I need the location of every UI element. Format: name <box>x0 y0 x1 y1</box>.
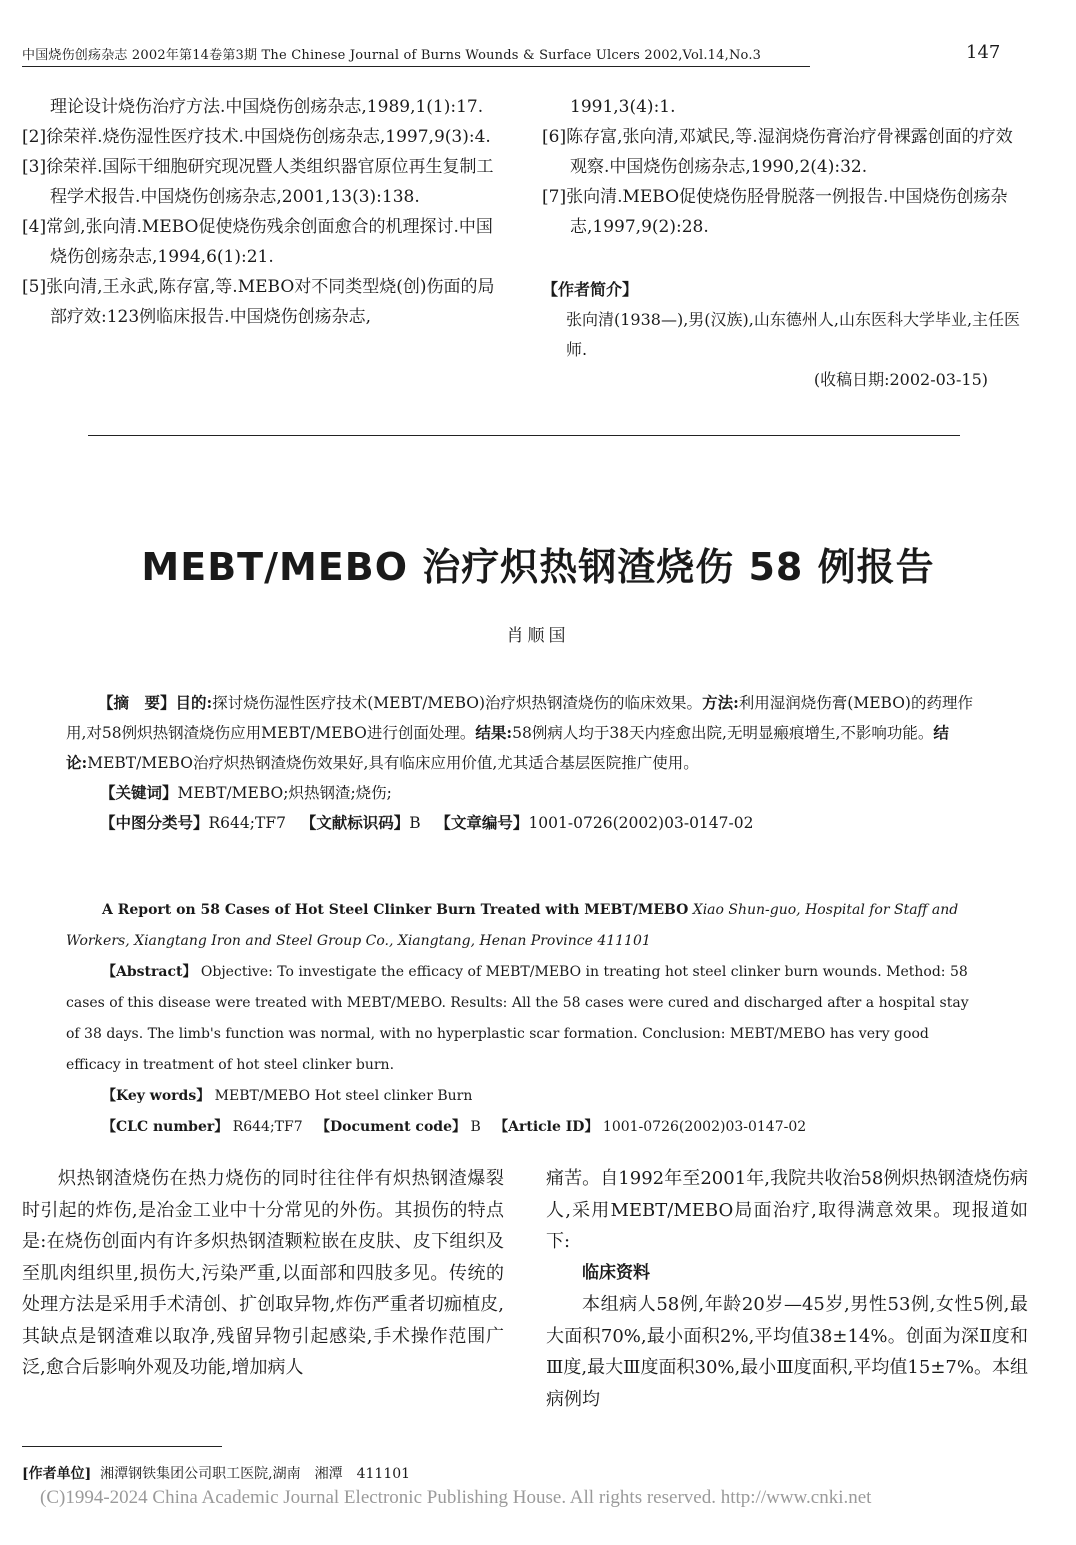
copyright-line: (C)1994-2024 China Academic Journal Electronic Publishing House. All rights reserved. http://www.cnki.net <box>40 1487 872 1508</box>
classification-cn: 【中图分类号】R644;TF7 【文献标识码】B 【文章编号】1001-0726(2002)03-0147-02 <box>100 813 754 832</box>
received-date: (收稿日期:2002-03-15) <box>813 370 988 389</box>
body-left-column <box>22 1163 504 1384</box>
reference-item: 理论设计烧伤治疗方法.中国烧伤创疡杂志,1989,1(1):17. <box>50 97 484 117</box>
english-affiliation: Xiao Shun-guo, Hospital for Staff and Workers, Xiangtang Iron and Steel Group Co., Xiangtang, Henan Province 411101 <box>66 902 959 949</box>
article-title: MEBT/MEBO 治疗炽热钢渣烧伤 58 例报告 <box>141 545 935 589</box>
body-paragraph: 炽热钢渣烧伤在热力烧伤的同时往往伴有炽热钢渣爆裂时引起的炸伤,是冶金工业中十分常见的外伤。其损伤的特点是:在烧伤创面内有许多炽热钢渣颗粒嵌在皮肤、皮下组织及至肌肉组织里,损伤大,污染严重,以面部和四肢多见。传统的处理方法是采用手术清创、扩创取异物,炸伤严重者切痂植皮,其缺点是钢渣难以取净,残留异物引起感染,手术操作范围广泛,愈合后影响外观及功能,增加病人 <box>22 1168 504 1378</box>
footnote-rule <box>22 1446 222 1447</box>
reference-item: 1991,3(4):1. <box>570 97 676 117</box>
author-bio-heading: 【作者简介】 <box>542 280 639 299</box>
author-bio <box>542 275 1028 395</box>
body-paragraph: 痛苦。自1992年至2001年,我院共收治58例炽热钢渣烧伤病人,采用MEBT/MEBO局面治疗,取得满意效果。现报道如下: <box>546 1168 1028 1252</box>
abstract-cn: 【摘 要】目的:探讨烧伤湿性医疗技术(MEBT/MEBO)治疗炽热钢渣烧伤的临床效果。方法:利用湿润烧伤膏(MEBO)的药理作用,对58例炽热钢渣烧伤应用MEBT/MEBO进行创面处理。结果:58例病人均于38天内痊愈出院,无明显瘢痕增生,不影响功能。结论:MEBT/MEBO治疗炽热钢渣烧伤效果好,具有临床应用价值,尤其适合基层医院推广使用。 【关键词】MEBT/MEBO;炽热钢渣;烧伤; 【中图分类号】R644;TF7 【文献标识码】B 【文章编号】1001-0726(2002)03-0147-02 <box>66 688 980 838</box>
reference-item: [3]徐荣祥.国际干细胞研究现况暨人类组织器官原位再生复制工程学术报告.中国烧伤创疡杂志,2001,13(3):138. <box>22 157 494 207</box>
english-keywords: MEBT/MEBO Hot steel clinker Burn <box>214 1088 473 1104</box>
abstract-en: A Report on 58 Cases of Hot Steel Clinker Burn Treated with MEBT/MEBO Xiao Shun-guo, Hospital for Staff and Workers, Xiangtang Iron and Steel Group Co., Xiangtang, Henan Province 411101 【Abstract】 Objective: To investigate the efficacy of MEBT/MEBO in treating hot steel clinker burn wounds. Method: 58 cases of this disease were treated with MEBT/MEBO. Results: All the 58 cases were cured and discharged after a hospital stay of 38 days. The limb's function was normal, with no hyperplastic scar formation. Conclusion: MEBT/MEBO has very good efficacy in treatment of hot steel clinker burn. 【Key words】 MEBT/MEBO Hot steel clinker Burn 【CLC number】 R644;TF7 【Document code】 B 【Article ID】 1001-0726(2002)03-0147-02 <box>66 902 969 1135</box>
reference-item: [5]张向清,王永武,陈存富,等.MEBO对不同类型烧(创)伤面的局部疗效:123例临床报告.中国烧伤创疡杂志, <box>22 277 495 327</box>
reference-item: [6]陈存富,张向清,邓斌民,等.湿润烧伤膏治疗骨裸露创面的疗效观察.中国烧伤创疡杂志,1990,2(4):32. <box>542 127 1013 177</box>
english-abstract-text: Objective: To investigate the efficacy of MEBT/MEBO in treating hot steel clinker burn wounds. Method: 58 cases of this disease were treated with MEBT/MEBO. Results: All the 58 cases were cured and discharged after a hospital stay of 38 days. The limb's function was normal, with no hyperplastic scar formation. Conclusion: MEBT/MEBO has very good efficacy in treatment of hot steel clinker burn. <box>66 964 969 1073</box>
reference-item: [7]张向清.MEBO促使烧伤胫骨脱落一例报告.中国烧伤创疡杂志,1997,9(2):28. <box>542 187 1008 237</box>
reference-item: [4]常剑,张向清.MEBO促使烧伤残余创面愈合的机理探讨.中国烧伤创疡杂志,1994,6(1):21. <box>22 217 493 267</box>
keywords-cn: 【关键词】MEBT/MEBO;炽热钢渣;烧伤; <box>100 783 392 802</box>
article-author: 肖顺国 <box>506 626 570 646</box>
header-rule <box>22 66 810 67</box>
references-left <box>22 92 504 332</box>
page-number: 147 <box>966 42 1001 63</box>
author-bio-text: 张向清(1938—),男(汉族),山东德州人,山东医科大学毕业,主任医师. <box>566 310 1021 359</box>
english-title: A Report on 58 Cases of Hot Steel Clinker Burn Treated with MEBT/MEBO <box>102 902 689 918</box>
body-paragraph: 本组病人58例,年龄20岁—45岁,男性53例,女性5例,最大面积70%,最小面积2%,平均值38±14%。创面为深Ⅱ度和Ⅲ度,最大Ⅲ度面积30%,最小Ⅲ度面积,平均值15±7%。本组病例均 <box>546 1294 1028 1410</box>
reference-item: [2]徐荣祥.烧伤湿性医疗技术.中国烧伤创疡杂志,1997,9(3):4. <box>22 127 491 147</box>
running-header: 中国烧伤创疡杂志 2002年第14卷第3期 The Chinese Journal of Burns Wounds & Surface Ulcers 2002,Vol.14,No.3 <box>22 48 762 63</box>
section-divider <box>88 435 960 436</box>
author-affiliation-footnote: [作者单位] 湘潭钢铁集团公司职工医院,湖南 湘潭 411101 <box>22 1466 411 1482</box>
references-right <box>542 92 1028 242</box>
abstract-label: 【摘 要】 <box>98 693 176 712</box>
body-right-column <box>546 1163 1028 1415</box>
section-heading: 临床资料 <box>582 1262 650 1283</box>
